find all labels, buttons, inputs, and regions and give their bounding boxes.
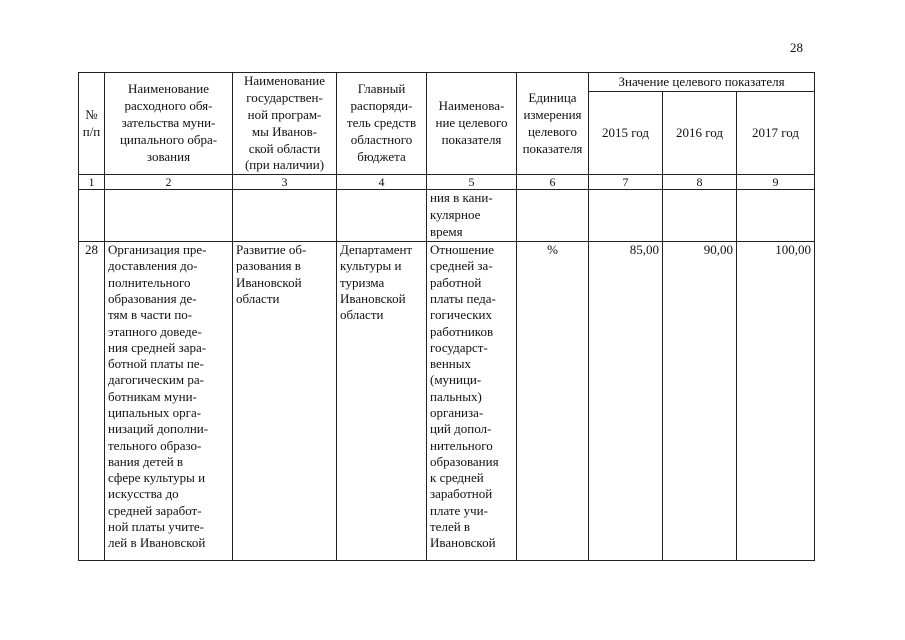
table-cell [663, 190, 737, 242]
table-cell [337, 190, 427, 242]
header-col-manager: Главный распоряди- тель средств областного бюджета [337, 73, 427, 175]
row-number: 28 [79, 242, 105, 561]
obligation-cell: Организация пре- доставления до- полнительного образования де- тям в части по- этапного доведе- ния средней зара- ботной платы пе- дагогическим ра- ботникам муни- ципальных орга- низаций дополни- тельного образо- вания детей в сфере культуры и искусства до средней заработ- ной платы учите- лей в Ивановской [105, 242, 233, 561]
column-number-row [79, 175, 815, 190]
header-year-2015: 2015 год [589, 92, 663, 175]
indicator-continuation: ния в кани- кулярное время [427, 190, 517, 242]
value-2016: 90,00 [663, 242, 737, 561]
header-group-values: Значение целевого показателя [589, 73, 815, 92]
header-year-2017: 2017 год [737, 92, 815, 175]
column-number: 3 [233, 175, 337, 190]
column-number: 9 [737, 175, 815, 190]
manager-cell: Департамент культуры и туризма Ивановской области [337, 242, 427, 561]
column-number: 6 [517, 175, 589, 190]
column-number: 5 [427, 175, 517, 190]
header-col-unit: Единица измерения целевого показателя [517, 73, 589, 175]
table-row [79, 242, 815, 561]
header-col-indicator: Наименова- ние целевого показателя [427, 73, 517, 175]
value-2017: 100,00 [737, 242, 815, 561]
column-number: 4 [337, 175, 427, 190]
table-cell [79, 190, 105, 242]
unit-cell: % [517, 242, 589, 561]
header-col-number: № п/п [79, 73, 105, 175]
column-number: 1 [79, 175, 105, 190]
continuation-row [79, 190, 815, 242]
header-row-1 [79, 73, 815, 92]
target-indicators-table [78, 72, 815, 561]
header-col-program: Наименование государствен- ной програм- мы Иванов- ской области (при наличии) [233, 73, 337, 175]
table-cell [589, 190, 663, 242]
table-cell [517, 190, 589, 242]
header-col-obligation: Наименование расходного обя- зательства муни- ципального обра- зования [105, 73, 233, 175]
value-2015: 85,00 [589, 242, 663, 561]
indicator-cell: Отношение средней за- работной платы педа- гогических работников государст- венных (муници- пальных) организа- ций допол- нительного образования к средней заработной плате учи- телей в Ивановской [427, 242, 517, 561]
column-number: 8 [663, 175, 737, 190]
header-year-2016: 2016 год [663, 92, 737, 175]
program-cell: Развитие об- разования в Ивановской области [233, 242, 337, 561]
table-cell [105, 190, 233, 242]
column-number: 2 [105, 175, 233, 190]
column-number: 7 [589, 175, 663, 190]
table-cell [233, 190, 337, 242]
table-cell [737, 190, 815, 242]
page-number: 28 [790, 40, 803, 55]
